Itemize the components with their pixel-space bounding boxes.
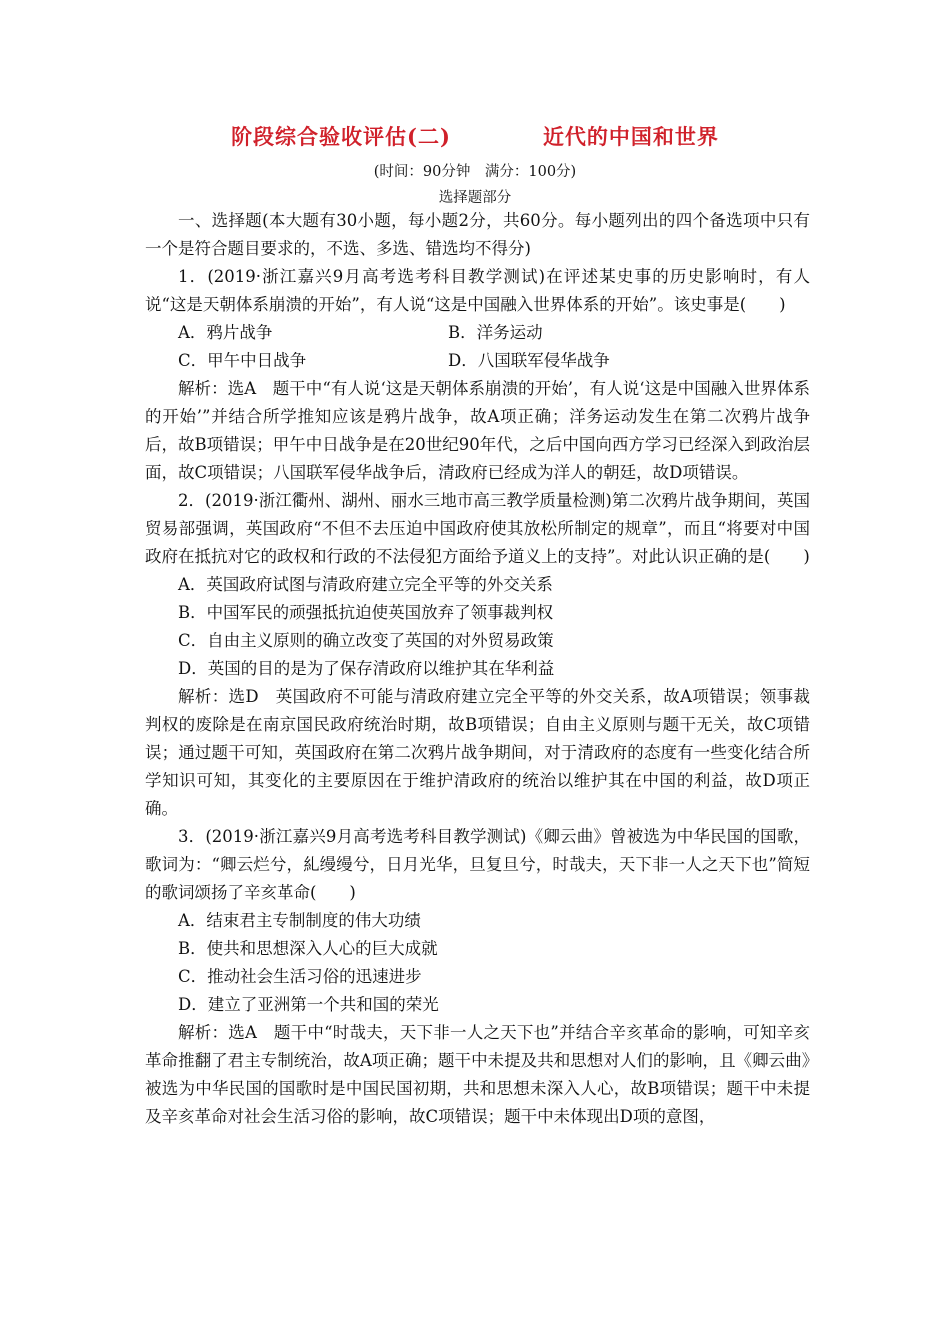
option: A．结束君主专制制度的伟大功绩 bbox=[178, 911, 421, 930]
option: C．推动社会生活习俗的迅速进步 bbox=[178, 967, 422, 986]
option: C．自由主义原则的确立改变了英国的对外贸易政策 bbox=[178, 631, 554, 650]
option-row bbox=[145, 347, 810, 375]
question-2 bbox=[145, 487, 810, 823]
answer-analysis: 解析：选A 题干中“时哉夫，天下非一人之天下也”并结合辛亥革命的影响，可知辛亥革命推翻了君主专制统治，故A项正确；题干中未提及共和思想对人们的影响，且《卿云曲》被选为中华民国的国歌时是中国民国初期，共和思想未深入人心，故B项错误；题干中未提及辛亥革命对社会生活习俗的影响，故C项错误；题干中未体现出D项的意图， bbox=[145, 1023, 810, 1126]
option: B．使共和思想深入人心的巨大成就 bbox=[178, 939, 438, 958]
title-part-2: 近代的中国和世界 bbox=[542, 124, 719, 149]
title-part-1: 阶段综合验收评估(二) bbox=[231, 124, 451, 149]
question-3 bbox=[145, 823, 810, 1131]
option-row bbox=[145, 319, 810, 347]
option: D．英国的目的是为了保存清政府以维护其在华利益 bbox=[178, 659, 555, 678]
option: B．中国军民的顽强抵抗迫使英国放弃了领事裁判权 bbox=[178, 603, 554, 622]
question-content bbox=[145, 207, 810, 1131]
question-stem: 1．(2019·浙江嘉兴9月高考选考科目教学测试)在评述某史事的历史影响时，有人说“这是天朝体系崩溃的开始”，有人说“这是中国融入世界体系的开始”。该史事是( ) bbox=[145, 267, 810, 314]
question-stem: 3．(2019·浙江嘉兴9月高考选考科目教学测试)《卿云曲》曾被选为中华民国的国歌，歌词为：“卿云烂兮，糺缦缦兮，日月光华，旦复旦兮，时哉夫，天下非一人之天下也”简短的歌词颂扬了辛亥革命( ) bbox=[145, 827, 810, 902]
answer-analysis: 解析：选D 英国政府不可能与清政府建立完全平等的外交关系，故A项错误；领事裁判权的废除是在南京国民政府统治时期，故B项错误；自由主义原则与题干无关，故C项错误；通过题干可知，英国政府在第二次鸦片战争期间，对于清政府的态度有一些变化结合所学知识可知，其变化的主要原因在于维护清政府的统治以维护其在中国的利益，故D项正确。 bbox=[145, 687, 811, 818]
option: D．建立了亚洲第一个共和国的荣光 bbox=[178, 995, 439, 1014]
section-heading: 选择题部分 bbox=[438, 190, 512, 206]
exam-subtitle: (时间：90分钟 满分：100分) bbox=[373, 164, 577, 180]
option: C．甲午中日战争 bbox=[178, 351, 307, 370]
instructions: 一、选择题(本大题有30小题，每小题2分，共60分。每小题列出的四个备选项中只有一个是符合题目要求的，不选、多选、错选均不得分) bbox=[145, 211, 810, 258]
option: B．洋务运动 bbox=[448, 323, 543, 342]
page-title bbox=[0, 121, 950, 151]
question-stem: 2．(2019·浙江衢州、湖州、丽水三地市高三教学质量检测)第二次鸦片战争期间，英国贸易部强调，英国政府“不但不去压迫中国政府使其放松所制定的规章”，而且“将要对中国政府在抵抗对它的政权和行政的不法侵犯方面给予道义上的支持”。对此认识正确的是( ) bbox=[145, 491, 810, 566]
option: A．英国政府试图与清政府建立完全平等的外交关系 bbox=[178, 575, 553, 594]
question-1 bbox=[145, 263, 810, 487]
option: A．鸦片战争 bbox=[178, 323, 273, 342]
answer-analysis: 解析：选A 题干中“有人说‘这是天朝体系崩溃的开始’，有人说‘这是中国融入世界体系的开始’”并结合所学推知应该是鸦片战争，故A项正确；洋务运动发生在第二次鸦片战争后，故B项错误；甲午中日战争是在20世纪90年代，之后中国向西方学习已经深入到政治层面，故C项错误；八国联军侵华战争后，清政府已经成为洋人的朝廷，故D项错误。 bbox=[145, 379, 810, 482]
option: D．八国联军侵华战争 bbox=[448, 351, 610, 370]
